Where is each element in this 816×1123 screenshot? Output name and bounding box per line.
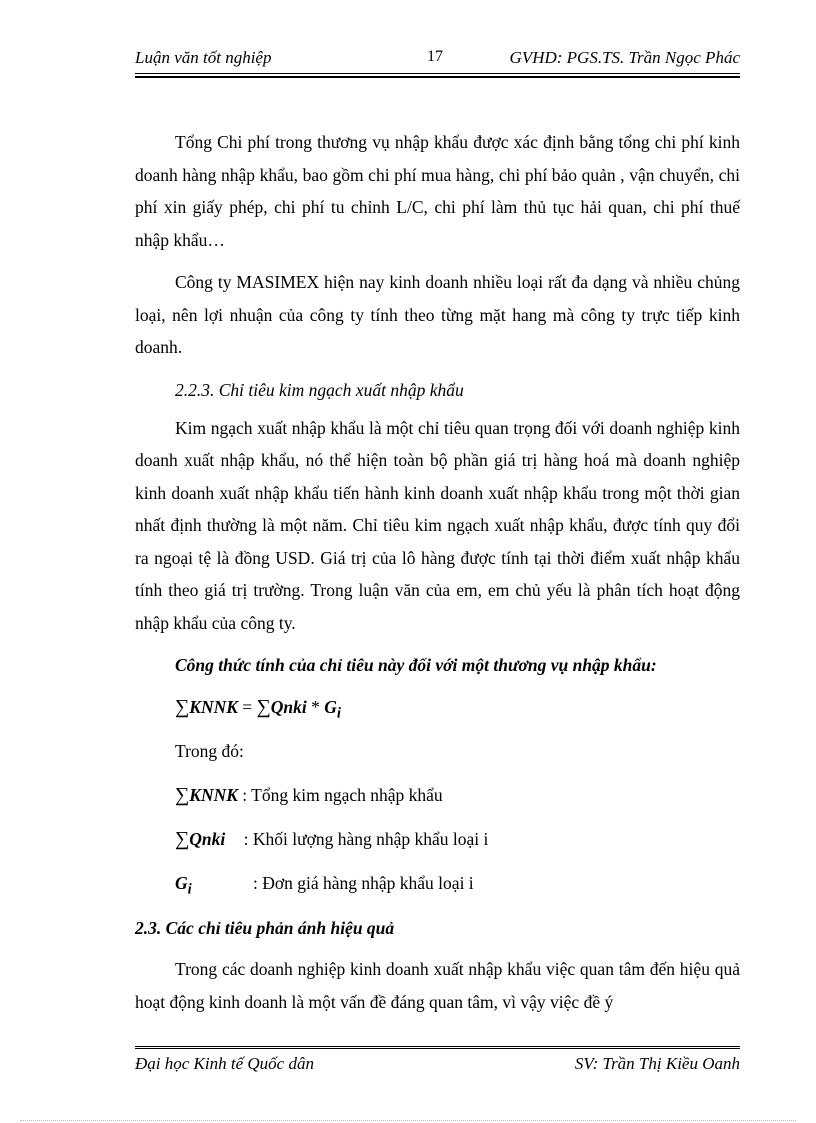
sigma-symbol-2: ∑	[256, 696, 271, 718]
definition-symbol: KNNK	[189, 785, 238, 805]
sigma-symbol: ∑	[175, 696, 190, 718]
definition-symbol: Qnki	[189, 829, 226, 849]
header-thesis-label: Luận văn tốt nghiệp	[135, 48, 272, 67]
section-heading: 2.3. Các chỉ tiêu phản ánh hiệu quả	[135, 918, 395, 938]
paragraph-efficiency: Trong các doanh nghiệp kinh doanh xuất nhập khẩu việc quan tâm đến hiệu quả hoạt động kinh doanh là một vấn đề đáng quan tâm, vì vậy việc đề ý	[135, 959, 740, 1012]
footer-student: SV: Trần Thị Kiều Oanh	[574, 1054, 740, 1073]
formula-equals: =	[242, 697, 253, 717]
header-rule-thin	[135, 73, 740, 74]
page-header	[135, 48, 740, 72]
definition-gi	[175, 861, 740, 905]
page-footer	[135, 1054, 740, 1078]
where-label: Trong đó:	[175, 741, 244, 761]
formula-times: *	[311, 697, 320, 717]
definition-text: : Tổng kim ngạch nhập khẩu	[242, 785, 443, 805]
definition-symbol: $G_i$	[175, 873, 192, 898]
paragraph-cost: Tổng Chi phí trong thương vụ nhập khẩu được xác định bằng tổng chi phí kinh doanh hàng nhập khẩu, bao gồm chi phí mua hàng, chi phí bảo quản , vận chuyển, chi phí xin giấy phép, chi phí tu chỉnh L/C, chi phí làm thủ tục hải quan, chi phí thuế nhập khẩu…	[135, 132, 740, 250]
header-advisor: GVHD: PGS.TS. Trần Ngọc Phác	[509, 48, 740, 67]
page-edge-dots	[20, 1120, 796, 1121]
definition-qnki: ∑Qnki : Khối lượng hàng nhập khẩu loại i	[175, 828, 489, 850]
formula	[175, 685, 740, 729]
definition-text: : Đơn giá hàng nhập khẩu loại i	[253, 873, 474, 893]
definition-text: : Khối lượng hàng nhập khẩu loại i	[243, 829, 489, 849]
header-rule-thick	[135, 76, 740, 78]
paragraph-masimex: Công ty MASIMEX hiện nay kinh doanh nhiều loại rất đa dạng và nhiều chủng loại, nên lợi nhuận của công ty tính theo từng mặt hang mà công ty trực tiếp kinh doanh.	[135, 272, 740, 357]
footer-rule	[135, 1046, 740, 1049]
formula-title: Công thức tính của chỉ tiêu này đối với một thương vụ nhập khẩu:	[175, 655, 657, 675]
footer-university: Đại học Kinh tế Quốc dân	[135, 1054, 314, 1073]
definition-knnk: ∑KNNK : Tổng kim ngạch nhập khẩu	[175, 784, 443, 806]
formula-lhs: KNNK	[189, 697, 238, 717]
formula-rhs-term: Qnki	[270, 697, 307, 717]
page-number: 17	[427, 48, 443, 65]
paragraph-turnover: Kim ngạch xuất nhập khẩu là một chỉ tiêu quan trọng đối với doanh nghiệp kinh doanh xuất nhập khẩu, nó thể hiện toàn bộ phần giá trị hàng hoá mà doanh nghiệp kinh doanh xuất nhập khẩu tiến hành kinh doanh xuất nhập khẩu trong một thời gian nhất định thường là một năm. Chỉ tiêu kim ngạch xuất nhập khẩu, được tính quy đổi ra ngoại tệ là đồng USD. Giá trị của lô hàng được tính tại thời điểm xuất nhập khẩu tính theo giá trị trường. Trong luận văn của em, em chủ yếu là phân tích hoạt động nhập khẩu của công ty.	[135, 417, 740, 633]
subsection-heading: 2.2.3. Chỉ tiêu kim ngạch xuất nhập khẩu	[175, 379, 464, 400]
formula-g: $G_i$	[324, 697, 341, 722]
page-content	[135, 126, 740, 1028]
